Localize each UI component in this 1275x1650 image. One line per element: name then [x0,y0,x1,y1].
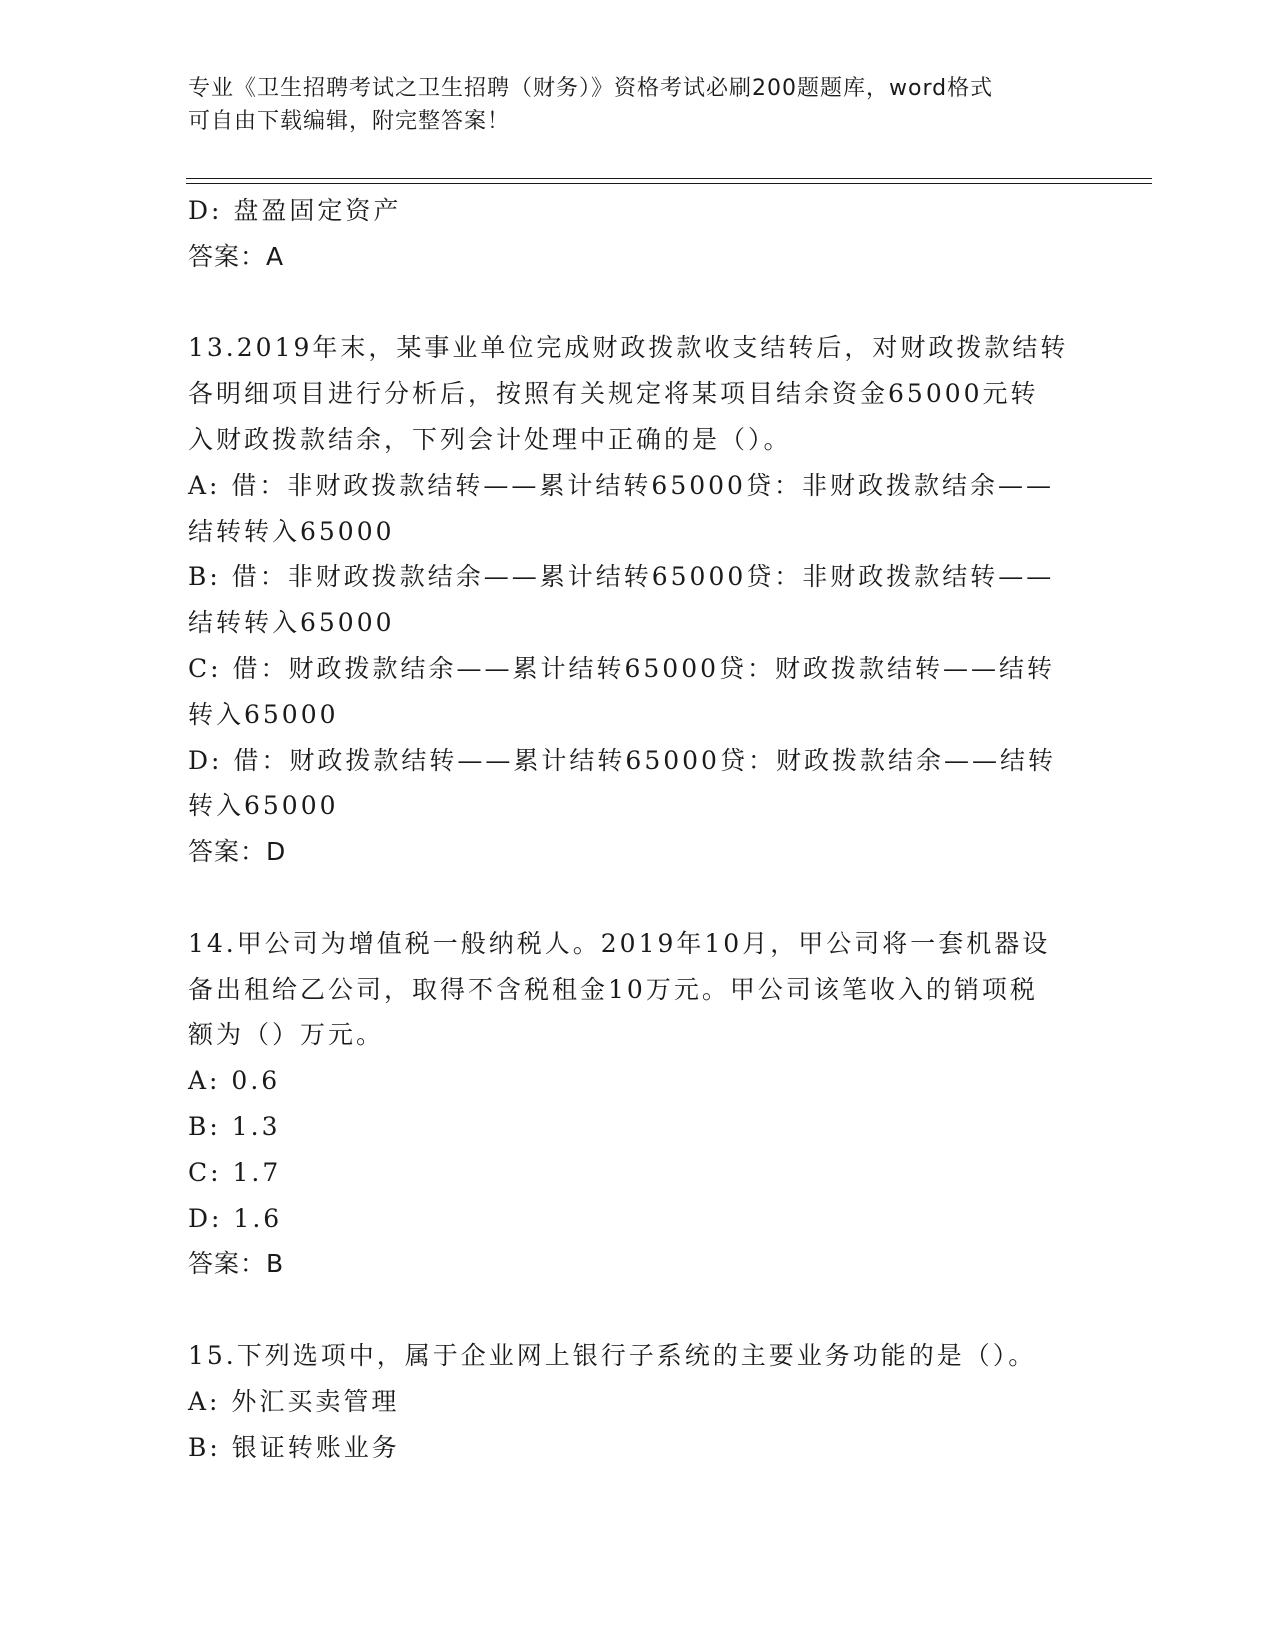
question-stem-line: 各明细项目进行分析后，按照有关规定将某项目结余资金65000元转 [188,379,1039,409]
document-header [188,72,1068,138]
prev-option-d: D: 盘盈固定资产 [188,196,402,225]
option-line: C: 1.7 [188,1157,282,1187]
option-line: 结转转入65000 [188,516,395,546]
option-line: 转入65000 [188,699,339,729]
question-stem-line: 13.2019年末，某事业单位完成财政拨款收支结转后，对财政拨款结转 [188,333,1069,363]
option-line: A: 外汇买卖管理 [188,1386,400,1416]
header-line-2: 可自由下载编辑，附完整答案！ [188,109,511,134]
option-line: 转入65000 [188,791,339,821]
option-line: C: 借：财政拨款结余——累计结转65000贷：财政拨款结转——结转 [188,653,1056,683]
option-line: B: 借：非财政拨款结余——累计结转65000贷：非财政拨款结转—— [188,562,1055,592]
question-13 [188,325,1088,875]
header-rule-top [186,178,1152,179]
answer-line: 答案：D [188,837,287,867]
option-line: A: 借：非财政拨款结转——累计结转65000贷：非财政拨款结余—— [188,470,1054,500]
document-body [188,188,1088,1470]
question-stem-line: 备出租给乙公司，取得不含税租金10万元。甲公司该笔收入的销项税 [188,974,1038,1004]
option-line: B: 1.3 [188,1111,281,1141]
prev-answer: 答案：A [188,241,285,271]
option-line: B: 银证转账业务 [188,1432,400,1462]
spacer [188,1287,1088,1333]
question-14 [188,921,1088,1287]
question-stem-line: 15.下列选项中，属于企业网上银行子系统的主要业务功能的是（）。 [188,1340,1037,1370]
header-line-1: 专业《卫生招聘考试之卫生招聘（财务）》资格考试必刷200题题库，word格式 [188,76,994,101]
spacer [188,280,1088,326]
question-15 [188,1333,1088,1470]
answer-line: 答案：B [188,1249,285,1279]
question-stem-line: 14.甲公司为增值税一般纳税人。2019年10月，甲公司将一套机器设 [188,928,1051,958]
question-stem-line: 入财政拨款结余，下列会计处理中正确的是（）。 [188,424,792,454]
option-line: A: 0.6 [188,1066,281,1096]
option-line: 结转转入65000 [188,608,395,638]
spacer [188,875,1088,921]
option-line: D: 1.6 [188,1203,283,1233]
header-rule-bottom [186,183,1152,184]
option-line: D: 借：财政拨款结转——累计结转65000贷：财政拨款结余——结转 [188,745,1056,775]
question-stem-line: 额为（）万元。 [188,1020,385,1050]
